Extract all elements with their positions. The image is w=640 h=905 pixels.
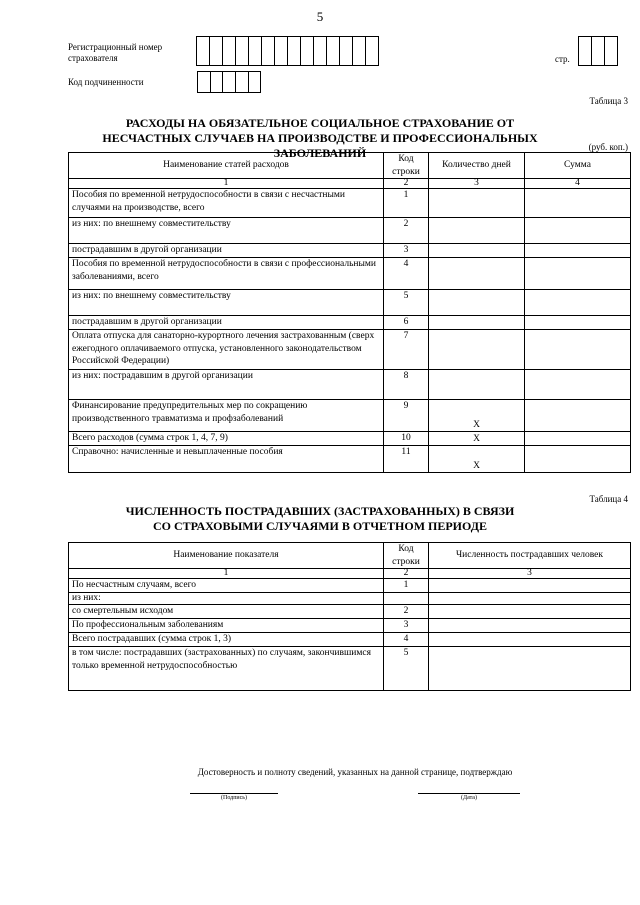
table-row bbox=[69, 593, 631, 605]
t3-row-name: Всего расходов (сумма строк 1, 4, 7, 9) bbox=[69, 432, 384, 446]
t4-colnum: 2 bbox=[384, 569, 429, 579]
table-row bbox=[69, 316, 631, 330]
table-row bbox=[69, 605, 631, 619]
t3-row-sum[interactable] bbox=[525, 432, 631, 446]
table-row bbox=[69, 647, 631, 691]
t3-colnum: 2 bbox=[384, 179, 429, 189]
table-row bbox=[69, 290, 631, 316]
t3-row-code: 3 bbox=[384, 244, 429, 258]
t3-row-sum[interactable] bbox=[525, 400, 631, 432]
t3-row-name: Справочно: начисленные и невыплаченные пособия bbox=[69, 446, 384, 473]
t3-row-days[interactable] bbox=[429, 316, 525, 330]
subordination-boxes[interactable] bbox=[197, 71, 261, 93]
t3-col-name: Наименование статей расходов bbox=[69, 153, 384, 179]
t3-row-sum[interactable] bbox=[525, 330, 631, 370]
t3-row-name: из них: по внешнему совместительству bbox=[69, 218, 384, 244]
t3-row-days[interactable] bbox=[429, 218, 525, 244]
signature-label: (Подпись) bbox=[220, 795, 248, 801]
reg-number-boxes[interactable] bbox=[196, 36, 379, 66]
table-row bbox=[69, 400, 631, 432]
t3-row-days[interactable] bbox=[429, 189, 525, 218]
t3-row-name: пострадавшим в другой организации bbox=[69, 316, 384, 330]
t3-row-name: Оплата отпуска для санаторно-курортного лечения застрахованным (сверх ежегодного оплачиваемого отпуска, установленного законодательством Российской Федерации) bbox=[69, 330, 384, 370]
t3-col-sum: Сумма bbox=[525, 153, 631, 179]
table-row bbox=[69, 619, 631, 633]
table3-caption: Таблица 3 bbox=[589, 96, 628, 106]
t3-colnum: 1 bbox=[69, 179, 384, 189]
table-row bbox=[69, 432, 631, 446]
t3-row-days[interactable] bbox=[429, 244, 525, 258]
subordination-label: Код подчиненности bbox=[68, 77, 144, 87]
t3-row-days[interactable]: X bbox=[429, 432, 525, 446]
table3-units: (руб. коп.) bbox=[588, 142, 628, 152]
t3-colnum: 3 bbox=[429, 179, 525, 189]
t3-row-code: 7 bbox=[384, 330, 429, 370]
table4 bbox=[68, 542, 631, 691]
t3-row-sum[interactable] bbox=[525, 189, 631, 218]
t3-row-sum[interactable] bbox=[525, 218, 631, 244]
t3-row-code: 2 bbox=[384, 218, 429, 244]
t4-colnum: 1 bbox=[69, 569, 384, 579]
t3-row-sum[interactable] bbox=[525, 316, 631, 330]
table-row bbox=[69, 258, 631, 290]
t4-col-value: Численность пострадавших человек bbox=[429, 543, 631, 569]
t3-row-code: 5 bbox=[384, 290, 429, 316]
t3-row-code: 6 bbox=[384, 316, 429, 330]
t3-row-name: из них: по внешнему совместительству bbox=[69, 290, 384, 316]
t4-row-name: По несчастным случаям, всего bbox=[69, 579, 384, 593]
t4-row-code: 2 bbox=[384, 605, 429, 619]
t3-row-code: 9 bbox=[384, 400, 429, 432]
t3-row-name: пострадавшим в другой организации bbox=[69, 244, 384, 258]
table-row bbox=[69, 633, 631, 647]
t3-row-days[interactable]: X bbox=[429, 446, 525, 473]
signature-line[interactable] bbox=[190, 793, 278, 794]
page-label: стр. bbox=[555, 54, 570, 64]
confirm-text: Достоверность и полноту сведений, указанных на данной странице, подтверждаю bbox=[197, 767, 513, 777]
page-number: 5 bbox=[316, 9, 324, 24]
t4-col-code: Код строки bbox=[384, 543, 429, 569]
t4-row-code: 3 bbox=[384, 619, 429, 633]
t3-row-code: 10 bbox=[384, 432, 429, 446]
table3-title: РАСХОДЫ НА ОБЯЗАТЕЛЬНОЕ СОЦИАЛЬНОЕ СТРАХОВАНИЕ ОТ НЕСЧАСТНЫХ СЛУЧАЕВ НА ПРОИЗВОДСТВЕ И ПРОФЕССИОНАЛЬНЫХ ЗАБОЛЕВАНИЙ bbox=[102, 116, 538, 160]
table-row bbox=[69, 330, 631, 370]
t3-row-sum[interactable] bbox=[525, 290, 631, 316]
t3-row-code: 11 bbox=[384, 446, 429, 473]
t4-row-name: со смертельным исходом bbox=[69, 605, 384, 619]
page-number-boxes[interactable] bbox=[578, 36, 618, 66]
t3-row-days[interactable]: X bbox=[429, 400, 525, 432]
t3-row-code: 1 bbox=[384, 189, 429, 218]
table4-title: ЧИСЛЕННОСТЬ ПОСТРАДАВШИХ (ЗАСТРАХОВАННЫХ) В СВЯЗИ СО СТРАХОВЫМИ СЛУЧАЯМИ В ОТЧЕТНОМ ПЕРИОДЕ bbox=[125, 504, 515, 533]
t4-row-code: 1 bbox=[384, 579, 429, 593]
table-row bbox=[69, 218, 631, 244]
t4-row-value[interactable] bbox=[429, 593, 631, 605]
t4-row-code bbox=[384, 593, 429, 605]
t3-row-name: из них: пострадавшим в другой организации bbox=[69, 370, 384, 400]
t4-row-name: в том числе: пострадавших (застрахованных) по случаям, закончившимся только временной нетрудоспособностью bbox=[69, 647, 384, 691]
t4-row-name: По профессиональным заболеваниям bbox=[69, 619, 384, 633]
t3-row-sum[interactable] bbox=[525, 258, 631, 290]
reg-number-label: Регистрационный номер страхователя bbox=[68, 42, 163, 63]
table4-caption: Таблица 4 bbox=[589, 494, 628, 504]
t3-col-days: Количество дней bbox=[429, 153, 525, 179]
t4-colnum: 3 bbox=[429, 569, 631, 579]
t4-col-name: Наименование показателя bbox=[69, 543, 384, 569]
table-row bbox=[69, 370, 631, 400]
t3-row-days[interactable] bbox=[429, 258, 525, 290]
t3-row-name: Пособия по временной нетрудоспособности в связи с несчастными случаями на производстве, всего bbox=[69, 189, 384, 218]
t3-col-code: Код строки bbox=[384, 153, 429, 179]
table-row bbox=[69, 189, 631, 218]
t3-row-days[interactable] bbox=[429, 290, 525, 316]
date-line[interactable] bbox=[418, 793, 520, 794]
t4-row-name: Всего пострадавших (сумма строк 1, 3) bbox=[69, 633, 384, 647]
t4-row-code: 5 bbox=[384, 647, 429, 691]
t3-row-name: Пособия по временной нетрудоспособности в связи с профессиональными заболеваниями, всего bbox=[69, 258, 384, 290]
t3-row-days[interactable] bbox=[429, 330, 525, 370]
date-label: (Дата) bbox=[461, 795, 477, 801]
t3-row-code: 8 bbox=[384, 370, 429, 400]
t3-row-code: 4 bbox=[384, 258, 429, 290]
t3-row-sum[interactable] bbox=[525, 244, 631, 258]
t3-row-sum[interactable] bbox=[525, 446, 631, 473]
t4-row-name: из них: bbox=[69, 593, 384, 605]
t3-row-sum[interactable] bbox=[525, 370, 631, 400]
t3-row-name: Финансирование предупредительных мер по сокращению производственного травматизма и профзаболеваний bbox=[69, 400, 384, 432]
table-row bbox=[69, 579, 631, 593]
table3 bbox=[68, 152, 631, 473]
t4-row-value[interactable] bbox=[429, 647, 631, 691]
t4-row-code: 4 bbox=[384, 633, 429, 647]
t4-row-value[interactable] bbox=[429, 633, 631, 647]
t4-row-value[interactable] bbox=[429, 605, 631, 619]
t3-colnum: 4 bbox=[525, 179, 631, 189]
t4-row-value[interactable] bbox=[429, 579, 631, 593]
table-row bbox=[69, 244, 631, 258]
t4-row-value[interactable] bbox=[429, 619, 631, 633]
t3-row-days[interactable] bbox=[429, 370, 525, 400]
table-row bbox=[69, 446, 631, 473]
